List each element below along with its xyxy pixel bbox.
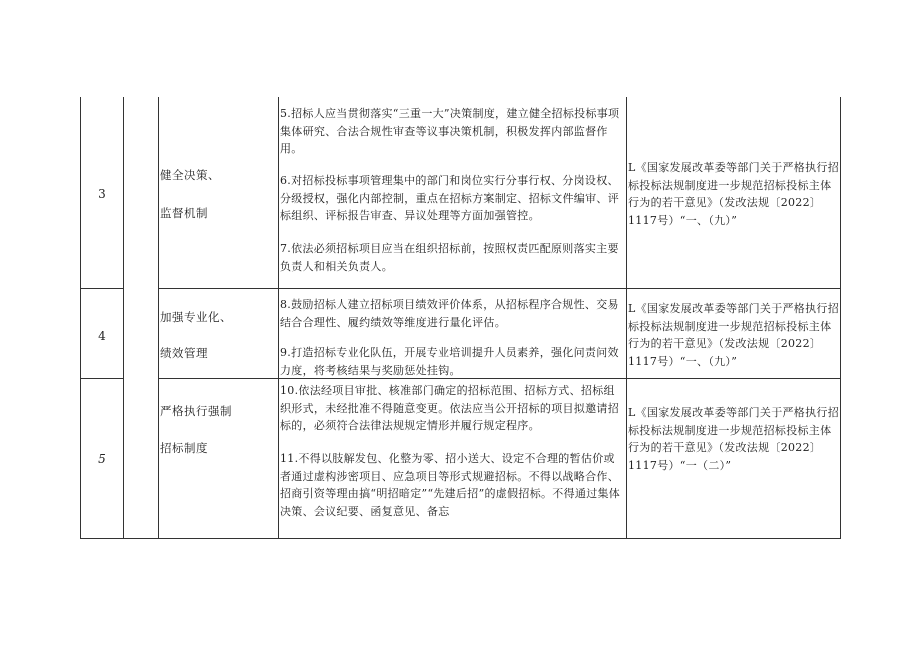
reference-text: L《国家发展改革委等部门关于严格执行招标投标法规制度进一步规范招标投标主体行为的若干意见》（发改法规〔2022〕1117号）“一、（九）” [628, 302, 840, 368]
item-text: 11.不得以肢解发包、化整为零、招小送大、设定不合理的暂估价或者通过虚构涉密项目、应急项目等形式规避招标。不得以战略合作、招商引资等理由搞“明招暗定”“先建后招”的虚假招标。不得通过集体决策、会议纪要、函复意见、备忘 [280, 452, 621, 518]
row-number: 4 [98, 329, 106, 343]
category-line: 绩效管理 [160, 346, 208, 360]
category-line: 健全决策、 [160, 168, 220, 182]
item-text: 7.依法必须招标项目应当在组织招标前，按照权责匹配原则落实主要负责人和相关负责人。 [280, 242, 619, 273]
category-line: 监督机制 [160, 206, 208, 220]
reference-text: L《国家发展改革委等部门关于严格执行招标投标法规制度进一步规范招标投标主体行为的若干意见》（发改法规〔2022〕1117号）“一、（九）” [628, 161, 840, 227]
reference-text: L《国家发展改革委等部门关于严格执行招标投标法规制度进一步规范招标投标主体行为的若干意见》（发改法规〔2022〕1117号）“一（二）” [628, 406, 840, 472]
row-number: 3 [98, 187, 106, 201]
item-text: 5.招标人应当贯彻落实“三重一大”决策制度，建立健全招标投标事项集体研究、合法合规性审查等议事决策机制，积极发挥内部监督作用。 [280, 107, 620, 155]
category-line: 严格执行强制 [160, 404, 232, 418]
item-text: 8.鼓励招标人建立招标项目绩效评价体系，从招标程序合规性、交易结合合理性、履约绩效等维度进行量化评估。 [280, 298, 619, 329]
category-line: 招标制度 [160, 441, 208, 455]
item-text: 10.依法经项目审批、核准部门确定的招标范围、招标方式、招标组织形式，未经批准不得随意变更。依法应当公开招标的项目拟邀请招标的，必须符合法律法规规定情形并履行规定程序。 [280, 384, 619, 432]
item-text: 9.打造招标专业化队伍，开展专业培训提升人员素养，强化问责问效力度，将考核结果与奖励惩处挂钩。 [280, 346, 619, 377]
category-line: 加强专业化、 [160, 310, 232, 324]
item-text: 6.对招标投标事项管理集中的部门和岗位实行分事行权、分岗设权、分级授权，强化内部控制，重点在招标方案制定、招标文件编审、评标组织、评标报告审查、异议处理等方面加强管控。 [280, 174, 619, 222]
row-number: 5 [98, 452, 106, 466]
